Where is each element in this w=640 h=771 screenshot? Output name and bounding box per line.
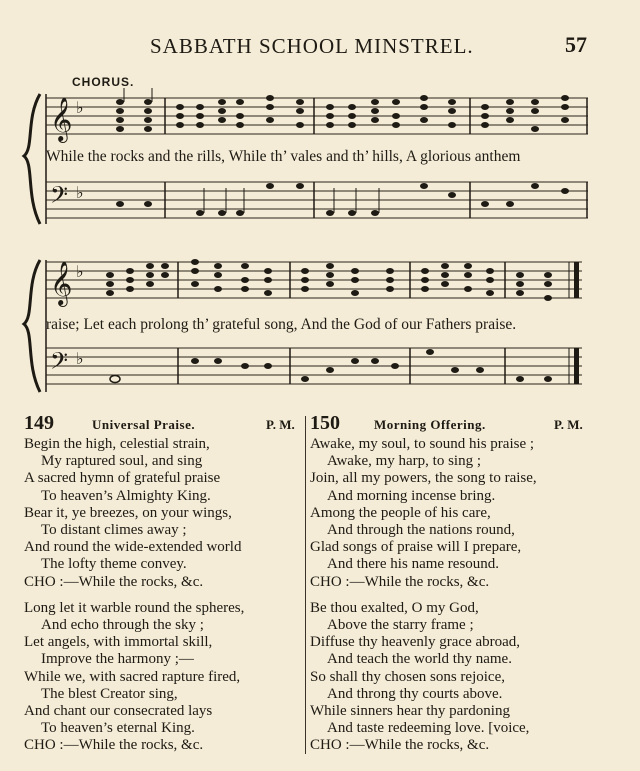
verse-line: While sinners hear thy pardoning [310,703,510,720]
verse-line: Among the people of his care, [310,504,491,521]
verse-line: And morning incense bring. [327,487,496,504]
verse-line: To distant climes away ; [41,522,187,539]
chorus-reference: CHO :—While the rocks, &c. [24,573,204,590]
verse-line: And throng thy courts above. [327,685,503,702]
verse-line: Awake, my harp, to sing ; [327,453,482,470]
lyrics-line-1: While the rocks and the rills, While th’ vales and th’ hills, A glorious anthem [46,148,521,165]
hymn-title: Morning Offering. [374,417,486,432]
hymn-number: 149 [24,412,54,434]
stanza-2 [310,600,610,755]
chorus-reference: CHO :—While the rocks, &c. [310,573,490,590]
running-title: SABBATH SCHOOL MINSTREL. [150,34,474,58]
hymn-meter: P. M. [554,417,583,432]
verse-line: And chant our consecrated lays [24,703,213,720]
svg-text:♭: ♭ [76,183,84,202]
verse-line: My raptured soul, and sing [41,453,203,470]
verse-line: Long let it warble round the spheres, [24,599,245,616]
verse-line: And round the wide-extended world [24,539,242,556]
hymn-149 [24,414,302,755]
verse-line: Be thou exalted, O my God, [310,599,479,616]
page-number: 57 [565,32,587,57]
svg-text:♭: ♭ [76,349,84,368]
chorus-reference: CHO :—While the rocks, &c. [310,737,490,754]
lyrics-line-2: raise; Let each prolong th’ grateful song, And the God of our Fathers praise. [46,316,517,333]
stanza-2 [24,600,302,755]
verse-line: And there his name resound. [327,556,500,573]
verse-line: Above the starry frame ; [327,617,474,634]
svg-text:♭: ♭ [76,262,84,281]
verse-line: Diffuse thy heavenly grace abroad, [310,634,521,651]
verse-line: To heaven’s Almighty King. [41,487,211,504]
verse-line: And taste redeeming love. [voice, [327,720,530,737]
verse-line: The lofty theme convey. [41,556,187,573]
page-header [0,34,640,64]
svg-text:𝄢: 𝄢 [50,347,69,380]
column-divider [305,416,306,754]
verse-line: While we, with sacred rapture fired, [24,668,241,685]
verse-line: Improve the harmony ;— [41,651,194,668]
verse-line: And teach the world thy name. [327,651,512,668]
hymn-title: Universal Praise. [92,417,196,432]
verse-line: Join, all my powers, the song to raise, [310,470,537,487]
stanza-1 [24,436,302,591]
hymn-number: 150 [310,412,340,434]
verse-line: And through the nations round, [327,522,515,539]
verse-line: Begin the high, celestial strain, [24,436,210,452]
stanza-1 [310,436,610,591]
verse-line: The blest Creator sing, [41,685,178,702]
verse-line: So shall thy chosen sons rejoice, [310,668,505,685]
music-system-2 [0,254,640,399]
chorus-label: CHORUS. [72,75,135,89]
verse-line: A sacred hymn of grateful praise [24,470,221,487]
chorus-reference: CHO :—While the rocks, &c. [24,737,204,754]
svg-text:𝄢: 𝄢 [50,181,69,214]
verse-line: Let angels, with immortal skill, [24,634,213,651]
svg-text:𝄞: 𝄞 [50,261,73,305]
verse-line: Glad songs of praise will I prepare, [310,539,522,556]
hymn-150 [310,414,610,755]
verse-line: To heaven’s eternal King. [41,720,195,737]
verse-line: Bear it, ye breezes, on your wings, [24,504,232,521]
music-system-1 [0,88,640,230]
verse-line: Awake, my soul, to sound his praise ; [310,436,535,452]
svg-text:♭: ♭ [76,98,84,117]
hymn-meter: P. M. [266,417,295,432]
verse-line: And echo through the sky ; [41,617,204,634]
svg-text:𝄞: 𝄞 [50,97,73,141]
